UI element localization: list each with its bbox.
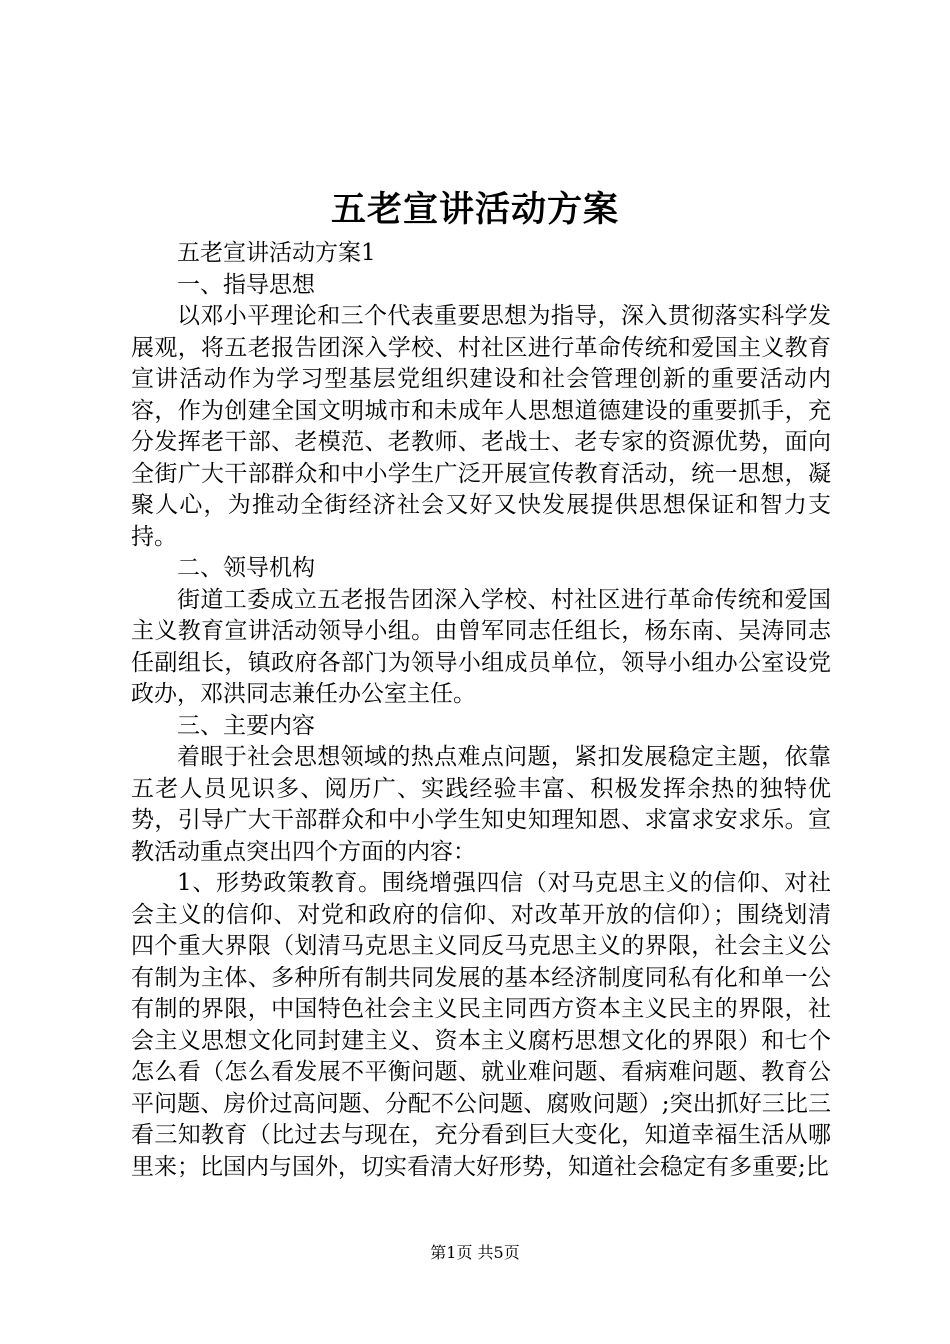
paragraph-section-leadership: 二、领导机构 <box>177 555 315 581</box>
paragraph-leadership-body: 街道工委成立五老报告团深入学校、村社区进行革命传统和爱国主义教育宣讲活动领导小组。由曾军同志任组长，杨东南、吴涛同志任副组长，镇政府各部门为领导小组成员单位，领导小组办公室设党政办，邓洪同志兼任办公室主任。 <box>131 586 831 707</box>
page-footer: 第1页 共5页 <box>430 1243 520 1262</box>
paragraph-section-guiding-thought: 一、指导思想 <box>177 271 315 298</box>
document-body <box>131 238 831 1183</box>
paragraph-policy-education: 1、形势政策教育。围绕增强四信（对马克思主义的信仰、对社会主义的信仰、对党和政府的信仰、对改革开放的信仰）；围绕划清四个重大界限（划清马克思主义同反马克思主义的界限，社会主义公有制为主体、多种所有制共同发展的基本经济制度同私有化和单一公有制的界限，中国特色社会主义民主同西方资本主义民主的界限，社会主义思想文化同封建主义、资本主义腐朽思想文化的界限）和七个怎么看（怎么看发展不平衡问题、就业难问题、看病难问题、教育公平问题、房价过高问题、分配不公问题、腐败问题）;突出抓好三比三看三知教育（比过去与现在，充分看到巨大变化，知道幸福生活从哪里来；比国内与国外，切实看清大好形势，知道社会稳定有多重要;比 <box>131 870 831 1180</box>
document-title: 五老宣讲活动方案 <box>330 189 619 230</box>
paragraph-guiding-thought-body: 以邓小平理论和三个代表重要思想为指导，深入贯彻落实科学发展观，将五老报告团深入学校、村社区进行革命传统和爱国主义教育宣讲活动作为学习型基层党组织建设和社会管理创新的重要活动内容，作为创建全国文明城市和未成年人思想道德建设的重要抓手，充分发挥老干部、老模范、老教师、老战士、老专家的资源优势，面向全街广大干部群众和中小学生广泛开展宣传教育活动，统一思想，凝聚人心，为推动全街经济社会又好又快发展提供思想保证和智力支持。 <box>131 303 831 550</box>
paragraph-main-content-body: 着眼于社会思想领域的热点难点问题，紧扣发展稳定主题，依靠五老人员见识多、阅历广、实践经验丰富、积极发挥余热的独特优势，引导广大干部群众和中小学生知史知理知恩、求富求安求乐。宣教活动重点突出四个方面的内容： <box>131 744 831 865</box>
paragraph-heading-plan: 五老宣讲活动方案1 <box>177 240 376 266</box>
paragraph-section-main-content: 三、主要内容 <box>177 712 315 739</box>
